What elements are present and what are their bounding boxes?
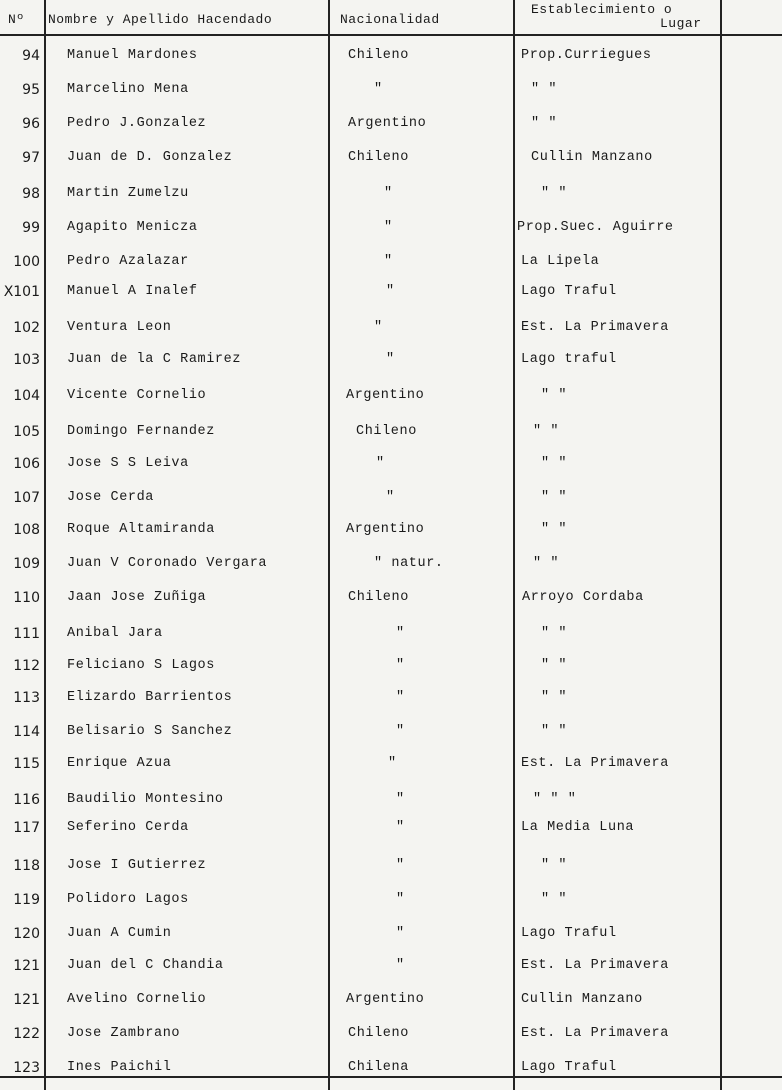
table-row (0, 116, 782, 136)
rancher-name: Baudilio Montesino (67, 792, 224, 807)
establishment: " " (541, 724, 568, 739)
nationality: Chileno (356, 424, 417, 439)
row-number: 112 (13, 658, 40, 674)
nationality: " (388, 756, 397, 771)
row-number: 121 (13, 958, 40, 974)
row-number: 95 (22, 82, 40, 98)
header-place: Lugar (660, 16, 702, 31)
row-number: 103 (13, 352, 40, 368)
nationality: " (396, 690, 405, 705)
header-name: Nombre y Apellido Hacendado (48, 12, 273, 27)
table-row (0, 556, 782, 576)
table-row (0, 186, 782, 206)
table-row (0, 792, 782, 812)
table-row (0, 352, 782, 372)
establishment: " " (541, 490, 568, 505)
establishment: " " (541, 186, 568, 201)
header-rule (0, 34, 782, 36)
rancher-name: Avelino Cornelio (67, 992, 207, 1007)
establishment: Est. La Primavera (521, 1026, 669, 1041)
establishment: " " (533, 556, 560, 571)
establishment: Lago traful (521, 352, 617, 367)
nationality: " (396, 658, 405, 673)
nationality: " natur. (374, 556, 444, 571)
rancher-name: Manuel Mardones (67, 48, 198, 63)
rancher-name: Belisario S Sanchez (67, 724, 233, 739)
establishment: " " (541, 658, 568, 673)
nationality: " (396, 820, 405, 835)
nationality: " (386, 490, 395, 505)
row-number: 98 (22, 186, 40, 202)
establishment: Cullin Manzano (521, 992, 643, 1007)
rancher-name: Jose Cerda (67, 490, 155, 505)
rancher-name: Juan del C Chandia (67, 958, 224, 973)
table-row (0, 522, 782, 542)
header-num: Nº (8, 12, 25, 27)
nationality: Argentino (348, 116, 427, 131)
establishment: Lago Traful (521, 1060, 617, 1075)
establishment: Arroyo Cordaba (522, 590, 644, 605)
rancher-name: Jaan Jose Zuñiga (67, 590, 207, 605)
rancher-name: Agapito Menicza (67, 220, 198, 235)
establishment: Cullin Manzano (531, 150, 653, 165)
row-number: 105 (13, 424, 40, 440)
table-row (0, 892, 782, 912)
table-row (0, 82, 782, 102)
nationality: " (396, 792, 405, 807)
establishment: Prop.Curriegues (521, 48, 652, 63)
rancher-name: Feliciano S Lagos (67, 658, 215, 673)
table-row (0, 424, 782, 444)
table-row (0, 756, 782, 776)
establishment: Lago Traful (521, 284, 617, 299)
nationality: " (396, 892, 405, 907)
table-row (0, 220, 782, 240)
nationality: Argentino (346, 992, 425, 1007)
rancher-name: Ines Paichil (67, 1060, 172, 1075)
rancher-name: Elizardo Barrientos (67, 690, 233, 705)
table-row (0, 658, 782, 678)
establishment: Prop.Suec. Aguirre (517, 220, 674, 235)
establishment: Est. La Primavera (521, 756, 669, 771)
row-number: 108 (13, 522, 40, 538)
row-number: 113 (13, 690, 40, 706)
row-number: 119 (13, 892, 40, 908)
nationality: Chileno (348, 590, 409, 605)
table-row (0, 590, 782, 610)
table-row (0, 626, 782, 646)
establishment: " " (533, 424, 560, 439)
nationality: " (386, 352, 395, 367)
rancher-name: Polidoro Lagos (67, 892, 189, 907)
rancher-name: Ventura Leon (67, 320, 172, 335)
nationality: Argentino (346, 522, 425, 537)
row-number: 120 (13, 926, 40, 942)
establishment: " " (541, 858, 568, 873)
establishment: " " (541, 626, 568, 641)
row-number: 121 (13, 992, 40, 1008)
nationality: Chileno (348, 150, 409, 165)
table-row (0, 150, 782, 170)
row-number: 107 (13, 490, 40, 506)
establishment: Est. La Primavera (521, 958, 669, 973)
row-number: 106 (13, 456, 40, 472)
header-establishment: Establecimiento o (531, 2, 673, 17)
nationality: Chilena (348, 1060, 409, 1075)
nationality: " (396, 958, 405, 973)
rancher-name: Pedro Azalazar (67, 254, 189, 269)
establishment: Est. La Primavera (521, 320, 669, 335)
nationality: " (396, 926, 405, 941)
nationality: " (396, 626, 405, 641)
nationality: " (384, 254, 393, 269)
row-number: 102 (13, 320, 40, 336)
rancher-name: Roque Altamiranda (67, 522, 215, 537)
nationality: " (396, 724, 405, 739)
establishment: " " (541, 522, 568, 537)
row-number: 104 (13, 388, 40, 404)
table-row (0, 958, 782, 978)
rancher-name: Enrique Azua (67, 756, 172, 771)
table-row (0, 456, 782, 476)
row-number: 117 (13, 820, 40, 836)
row-number: 116 (13, 792, 40, 808)
nationality: " (386, 284, 395, 299)
nationality: " (384, 220, 393, 235)
row-number: 110 (13, 590, 40, 606)
nationality: " (374, 320, 383, 335)
header-nationality: Nacionalidad (340, 12, 440, 27)
rancher-name: Anibal Jara (67, 626, 163, 641)
table-row (0, 1026, 782, 1046)
row-number: 96 (22, 116, 40, 132)
establishment: " " (541, 456, 568, 471)
establishment: " " (541, 892, 568, 907)
row-number: 114 (13, 724, 40, 740)
table-row (0, 690, 782, 710)
row-number: X101 (3, 284, 40, 300)
establishment: " " (541, 690, 568, 705)
establishment: " " (531, 116, 558, 131)
rancher-name: Vicente Cornelio (67, 388, 207, 403)
establishment: La Media Luna (521, 820, 635, 835)
row-number: 123 (13, 1060, 40, 1076)
nationality: " (396, 858, 405, 873)
table-row (0, 48, 782, 68)
rancher-name: Seferino Cerda (67, 820, 189, 835)
table-row (0, 320, 782, 340)
rancher-name: Pedro J.Gonzalez (67, 116, 207, 131)
table-row (0, 858, 782, 878)
table-row (0, 724, 782, 744)
rancher-name: Juan A Cumin (67, 926, 172, 941)
rancher-name: Jose S S Leiva (67, 456, 189, 471)
row-number: 115 (13, 756, 40, 772)
rancher-name: Jose Zambrano (67, 1026, 181, 1041)
establishment: Lago Traful (521, 926, 617, 941)
rancher-name: Juan V Coronado Vergara (67, 556, 268, 571)
table-row (0, 254, 782, 274)
table-row (0, 1060, 782, 1080)
row-number: 111 (13, 626, 40, 642)
nationality: Argentino (346, 388, 425, 403)
nationality: " (376, 456, 385, 471)
nationality: " (374, 82, 383, 97)
table-row (0, 820, 782, 840)
row-number: 122 (13, 1026, 40, 1042)
nationality: Chileno (348, 1026, 409, 1041)
establishment: " " (531, 82, 558, 97)
rancher-name: Marcelino Mena (67, 82, 189, 97)
rancher-name: Jose I Gutierrez (67, 858, 207, 873)
rancher-name: Juan de D. Gonzalez (67, 150, 233, 165)
row-number: 99 (22, 220, 40, 236)
table-row (0, 490, 782, 510)
rancher-name: Domingo Fernandez (67, 424, 215, 439)
table-row (0, 992, 782, 1012)
establishment: " " (541, 388, 568, 403)
row-number: 100 (13, 254, 40, 270)
table-row (0, 388, 782, 408)
rancher-name: Juan de la C Ramirez (67, 352, 242, 367)
nationality: Chileno (348, 48, 409, 63)
row-number: 109 (13, 556, 40, 572)
establishment: " " " (533, 792, 577, 807)
row-number: 94 (22, 48, 40, 64)
establishment: La Lipela (521, 254, 600, 269)
nationality: " (384, 186, 393, 201)
table-row (0, 284, 782, 304)
rancher-name: Manuel A Inalef (67, 284, 198, 299)
row-number: 97 (22, 150, 40, 166)
rancher-name: Martin Zumelzu (67, 186, 189, 201)
row-number: 118 (13, 858, 40, 874)
table-row (0, 926, 782, 946)
